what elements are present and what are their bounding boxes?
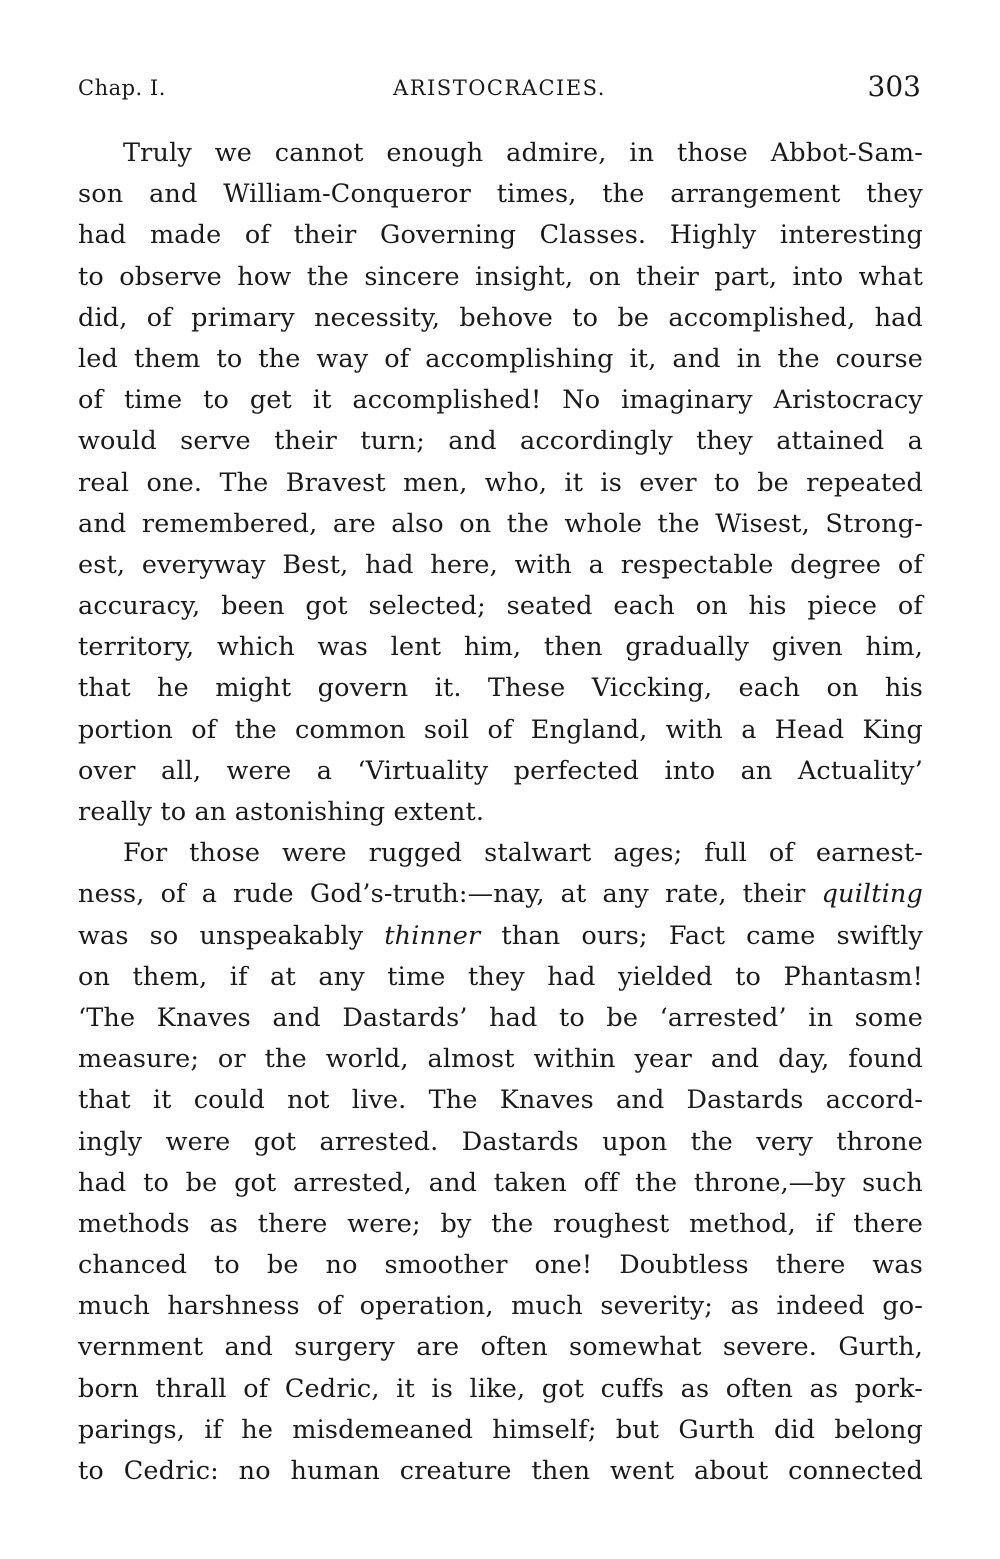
text-line: that it could not live. The Knaves and Dastards accord- — [78, 1085, 923, 1116]
text-line: methods as there were; by the roughest method, if there — [78, 1208, 923, 1239]
text-line: vernment and surgery are often somewhat severe. Gurth, — [78, 1332, 923, 1363]
text-line: over all, were a ‘Virtuality perfected into an Actuality’ — [78, 755, 923, 786]
running-title: ARISTOCRACIES. — [393, 76, 606, 100]
text-line: ingly were got arrested. Dastards upon the very throne — [78, 1126, 923, 1157]
text-segment: was so unspeakably — [78, 920, 364, 951]
text-segment: than ours; Fact came swiftly — [501, 920, 923, 951]
text-line: to observe how the sincere insight, on their part, into what — [78, 261, 923, 292]
text-line: real one. The Bravest men, who, it is ever to be repeated — [78, 467, 923, 498]
text-line: would serve their turn; and accordingly they attained a — [78, 426, 923, 457]
text-line: ‘The Knaves and Dastards’ had to be ‘arrested’ in some — [78, 1002, 923, 1033]
text-line: had made of their Governing Classes. Highly interesting — [78, 220, 923, 251]
text-line: much harshness of operation, much severity; as indeed go- — [78, 1291, 923, 1322]
text-line: of time to get it accomplished! No imaginary Aristocracy — [78, 385, 923, 416]
text-line: born thrall of Cedric, it is like, got cuffs as often as pork- — [78, 1373, 923, 1404]
text-line: son and William-Conqueror times, the arrangement they — [78, 179, 923, 210]
text-line: did, of primary necessity, behove to be accomplished, had — [78, 302, 923, 333]
text-line: to Cedric: no human creature then went about connected — [78, 1456, 923, 1486]
body-text — [78, 133, 923, 1492]
italic-word: quilting — [821, 879, 923, 910]
text-line: territory, which was lent him, then gradually given him, — [78, 632, 923, 663]
text-line: on them, if at any time they had yielded to Phantasm! — [78, 961, 923, 992]
text-line: Truly we cannot enough admire, in those Abbot-Sam- — [123, 138, 923, 168]
running-header — [78, 68, 921, 108]
text-line: and remembered, are also on the whole the Wisest, Strong- — [78, 508, 923, 539]
text-line: For those were rugged stalwart ages; full of earnest- — [123, 838, 923, 869]
text-line-with-italic — [78, 874, 923, 915]
chapter-label: Chap. I. — [78, 76, 166, 100]
italic-word: thinner — [384, 920, 481, 951]
text-line: had to be got arrested, and taken off the throne,—by such — [78, 1167, 923, 1198]
text-line: measure; or the world, almost within year and day, found — [78, 1044, 923, 1075]
page-number: 303 — [867, 70, 921, 103]
text-line: parings, if he misdemeaned himself; but Gurth did belong — [78, 1414, 923, 1445]
text-line-with-italic — [78, 916, 923, 957]
text-line: chanced to be no smoother one! Doubtless there was — [78, 1250, 923, 1281]
text-line: portion of the common soil of England, with a Head King — [78, 714, 923, 745]
text-line: led them to the way of accomplishing it, and in the course — [78, 343, 923, 374]
text-segment: ness, of a rude God’s-truth:—nay, at any rate, their — [78, 879, 806, 910]
text-line: accuracy, been got selected; seated each on his piece of — [78, 591, 923, 622]
paragraph-end-line: really to an astonishing extent. — [78, 797, 485, 827]
text-line: that he might govern it. These Viccking, each on his — [78, 673, 923, 704]
text-line: est, everyway Best, had here, with a respectable degree of — [78, 549, 923, 580]
